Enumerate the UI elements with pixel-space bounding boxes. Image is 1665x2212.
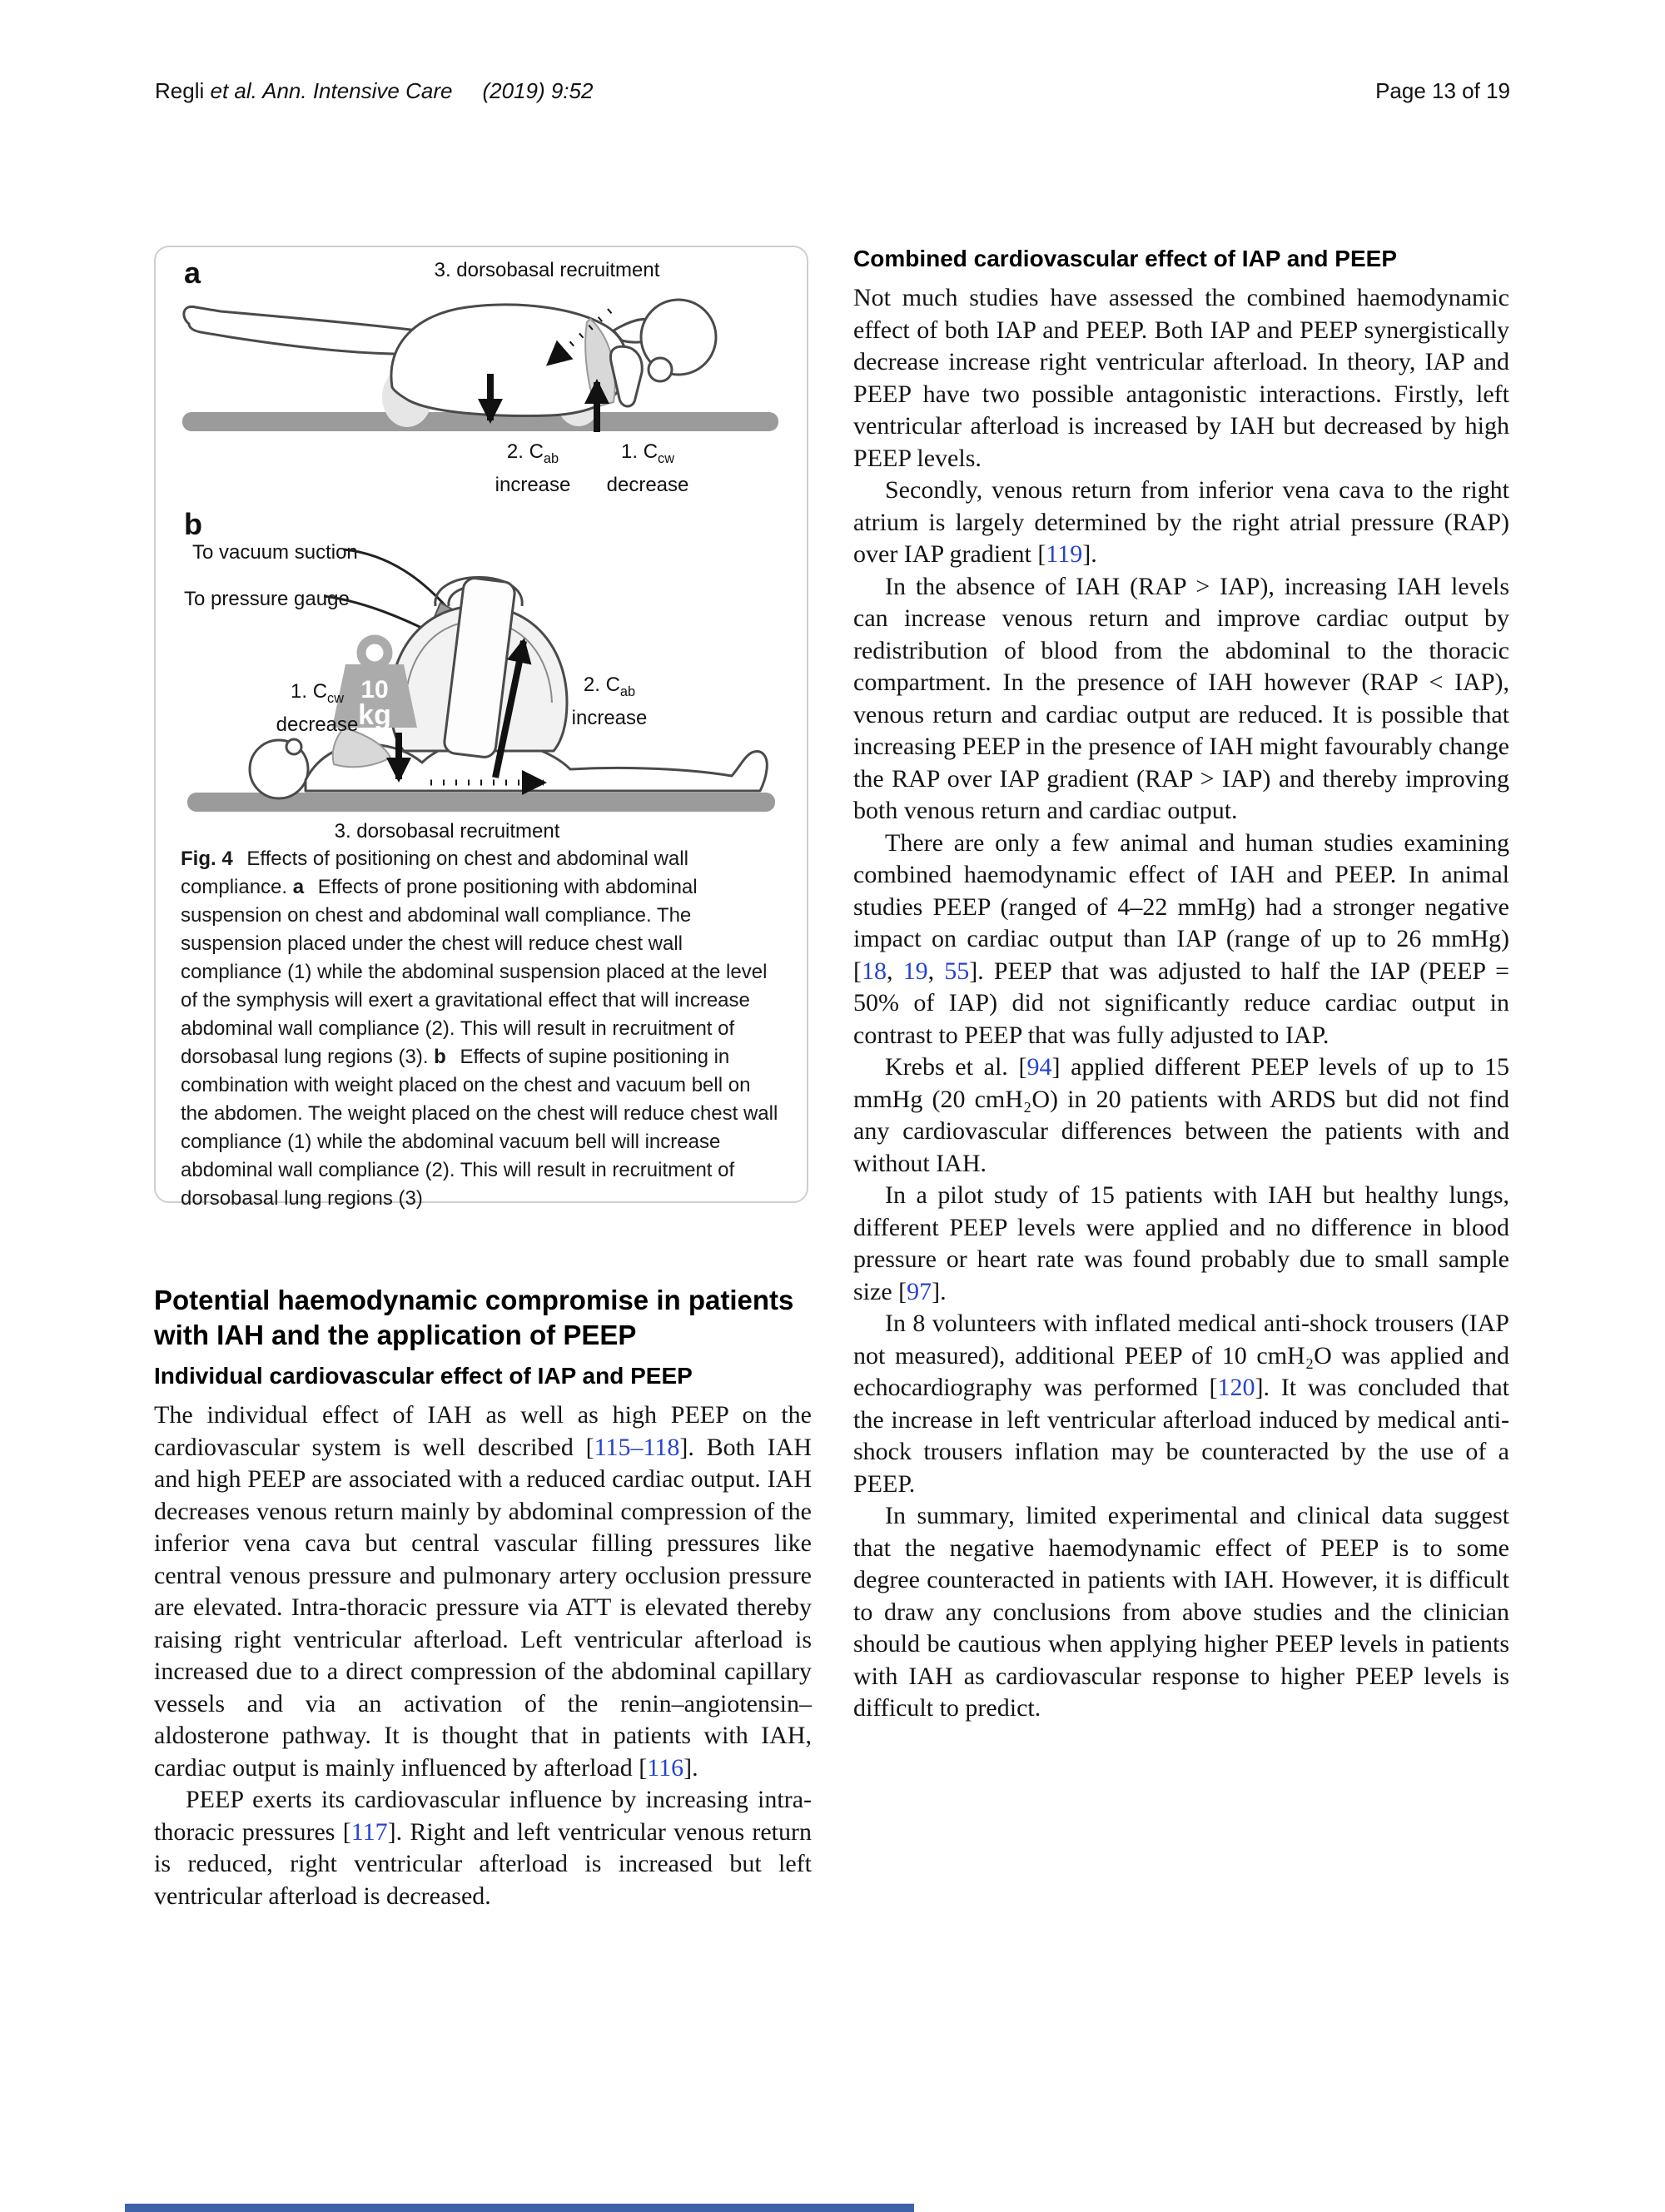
ccw-word: decrease bbox=[606, 473, 689, 496]
citation-link[interactable]: 97 bbox=[907, 1277, 932, 1305]
figure-4-box bbox=[154, 246, 808, 1210]
vacuum-suction-label: To vacuum suction bbox=[192, 541, 358, 564]
page-number: Page 13 of 19 bbox=[1375, 78, 1510, 103]
body-paragraph: In a pilot study of 15 patients with IAH but healthy lungs, different PEEP levels were applied and no difference in blood pressure or heart rate was found probably due to small sample size [97]. bbox=[853, 1181, 1509, 1305]
cab-symbol: 2. $C_{ab}$ bbox=[506, 440, 559, 466]
body-paragraph: Krebs et al. [94] applied different PEEP levels of up to 15 mmHg (20 cmH₂O) in 20 patients with ARDS but did not find any cardiovascular differences between the patients with and without IAH. bbox=[853, 1053, 1509, 1177]
page-bottom-accent-bar bbox=[125, 2204, 914, 2212]
figure-4-caption: Fig. 4 Effects of positioning on chest and abdominal wall compliance. a Effects of prone positioning with abdominal suspension on chest and abdominal wall compliance. The suspension placed under the chest will reduce chest wall compliance (1) while the abdominal suspension placed at the level of the symphysis will exert a gravitational effect that will increase abdominal wall compliance (2). This will result in recruitment of dorsobasal lung regions (3). b Effects of supine positioning in combination with weight placed on the chest and vacuum bell on the abdomen. The weight placed on the chest will reduce chest wall compliance (1) while the abdominal vacuum bell will increase abdominal wall compliance (2). This will result in recruitment of dorsobasal lung regions (3) bbox=[181, 848, 778, 1210]
citation-link[interactable]: 18 bbox=[862, 957, 887, 985]
ccw-symbol: 1. $C_{cw}$ bbox=[291, 680, 344, 706]
panel-b-ccw-label bbox=[262, 679, 372, 738]
body-paragraph: Secondly, venous return from inferior vena cava to the right atrium is largely determined by the right atrial pressure (RAP) over IAP gradient [119]. bbox=[853, 476, 1509, 568]
right-column bbox=[853, 244, 1509, 1725]
supine-position-illustration bbox=[181, 526, 782, 816]
weight-value: 10 bbox=[360, 676, 389, 703]
vacuum-bell bbox=[390, 577, 567, 758]
jaw bbox=[649, 358, 672, 381]
cab-word: increase bbox=[495, 473, 571, 496]
citation-link[interactable]: 117 bbox=[350, 1817, 388, 1846]
cab-word: increase bbox=[571, 706, 648, 729]
vacuum-tube-line bbox=[344, 549, 449, 609]
cab-symbol: 2. $C_{ab}$ bbox=[583, 674, 636, 699]
panel-a-ccw-label bbox=[593, 439, 703, 498]
panel-b-bottom-caption: 3. dorsobasal recruitment bbox=[334, 820, 560, 843]
body-paragraph: The individual effect of IAH as well as high PEEP on the cardiovascular system is well described [115–118]. Both IAH and high PEEP are associated with a reduced cardiac output. IAH decreases venous return mainly by abdominal compression of the inferior vena cava but central vascular filling pressures like central venous pressure and pulmonary artery occlusion pressure are elevated. Intra-thoracic pressure via ATT is elevated thereby raising right ventricular afterload. Left ventricular afterload is increased due to a direct compression of the abdominal capillary vessels and via an activation of the renin–angiotensin–aldosterone pathway. It is thought that in patients with IAH, cardiac output is mainly influenced by afterload [116]. bbox=[154, 1401, 812, 1782]
panel-a-cab-label bbox=[478, 439, 588, 498]
citation-link[interactable]: 55 bbox=[944, 957, 970, 985]
ccw-word: decrease bbox=[276, 713, 359, 736]
body-paragraph: Not much studies have assessed the combined haemodynamic effect of both IAP and PEEP. Both IAP and PEEP synergistically decrease increase right ventricular afterload. In theory, IAP and PEEP have two possible antagonistic interactions. Firstly, left ventricular afterload is increased by IAH but decreased by high PEEP levels. bbox=[853, 284, 1509, 472]
prone-position-illustration bbox=[181, 289, 782, 439]
panel-a-top-caption: 3. dorsobasal recruitment bbox=[434, 259, 660, 281]
page-header bbox=[155, 78, 1510, 104]
weight-unit: kg bbox=[358, 699, 391, 731]
subsection-heading-combined-effect: Combined cardiovascular effect of IAP and PEEP bbox=[853, 246, 1397, 271]
section-heading: Potential haemodynamic compromise in patients with IAH and the application of PEEP bbox=[154, 1285, 794, 1350]
citation-info: (2019) 9:52 bbox=[482, 78, 594, 103]
legs bbox=[184, 306, 430, 354]
body-paragraph: In 8 volunteers with inflated medical anti-shock trousers (IAP not measured), additional PEEP of 10 cmH₂O was applied and echocardiography was performed [120]. It was concluded that the increase in left ventricular afterload induced by medical anti-shock trousers inflation may be counteracted by the use of a PEEP. bbox=[853, 1310, 1509, 1498]
journal-name: et al. Ann. Intensive Care bbox=[210, 78, 453, 103]
citation-link[interactable]: 119 bbox=[1046, 540, 1083, 568]
body-paragraph: PEEP exerts its cardiovascular influence by increasing intra-thoracic pressures [117]. Right and left ventricular venous return is reduced, right ventricular afterload is increased but left ventricular afterload is decreased. bbox=[154, 1786, 813, 1910]
running-title bbox=[155, 78, 593, 104]
arm bbox=[610, 346, 642, 406]
citation-link[interactable]: 115–118 bbox=[594, 1433, 680, 1461]
nose bbox=[286, 739, 301, 754]
ccw-symbol: 1. $C_{cw}$ bbox=[621, 440, 674, 466]
citation-link[interactable]: 116 bbox=[647, 1753, 684, 1782]
left-column bbox=[154, 246, 812, 1912]
citation-link[interactable]: 19 bbox=[902, 957, 928, 985]
citation-link[interactable]: 120 bbox=[1217, 1374, 1255, 1401]
author-name: Regli bbox=[155, 78, 211, 103]
citation-link[interactable]: 94 bbox=[1026, 1053, 1052, 1081]
panel-b-cab-label bbox=[554, 672, 664, 731]
body-paragraph: There are only a few animal and human studies examining combined haemodynamic effect of IAH and PEEP. In animal studies PEEP (ranged of 4–22 mmHg) had a stronger negative impact on cardiac output than IAP (range of up to 26 mmHg) [18, 19, 55]. PEEP that was adjusted to half the IAP (PEEP = 50% of IAP) did not significantly reduce cardiac output in contrast to PEEP that was fully adjusted to IAP. bbox=[853, 828, 1509, 1049]
pressure-gauge-label: To pressure gauge bbox=[184, 588, 350, 610]
panel-b-label: b bbox=[184, 507, 202, 541]
body-paragraph: In summary, limited experimental and clinical data suggest that the negative haemodynamic effect of PEEP is to some degree counteracted in patients with IAH. However, it is difficult to draw any conclusions from above studies and the clinician should be cautious when applying higher PEEP levels in patients with IAH as cardiovascular response to higher PEEP levels is difficult to predict. bbox=[853, 1502, 1509, 1722]
prone-body bbox=[184, 300, 716, 415]
body-paragraph: In the absence of IAH (RAP > IAP), increasing IAH levels can increase venous return and improve cardiac output by redistribution of blood from the abdominal to the thoracic compartment. In the presence of IAH however (RAP < IAP), venous return and cardiac output are reduced. It is possible that increasing PEEP in the presence of IAH might favourably change the RAP over IAP gradient (RAP > IAP) and thereby improving both venous return and cardiac output. bbox=[853, 572, 1509, 824]
weight-ring bbox=[361, 639, 388, 666]
panel-a-label: a bbox=[184, 256, 201, 290]
subsection-heading-individual-effect: Individual cardiovascular effect of IAP and PEEP bbox=[154, 1363, 693, 1389]
